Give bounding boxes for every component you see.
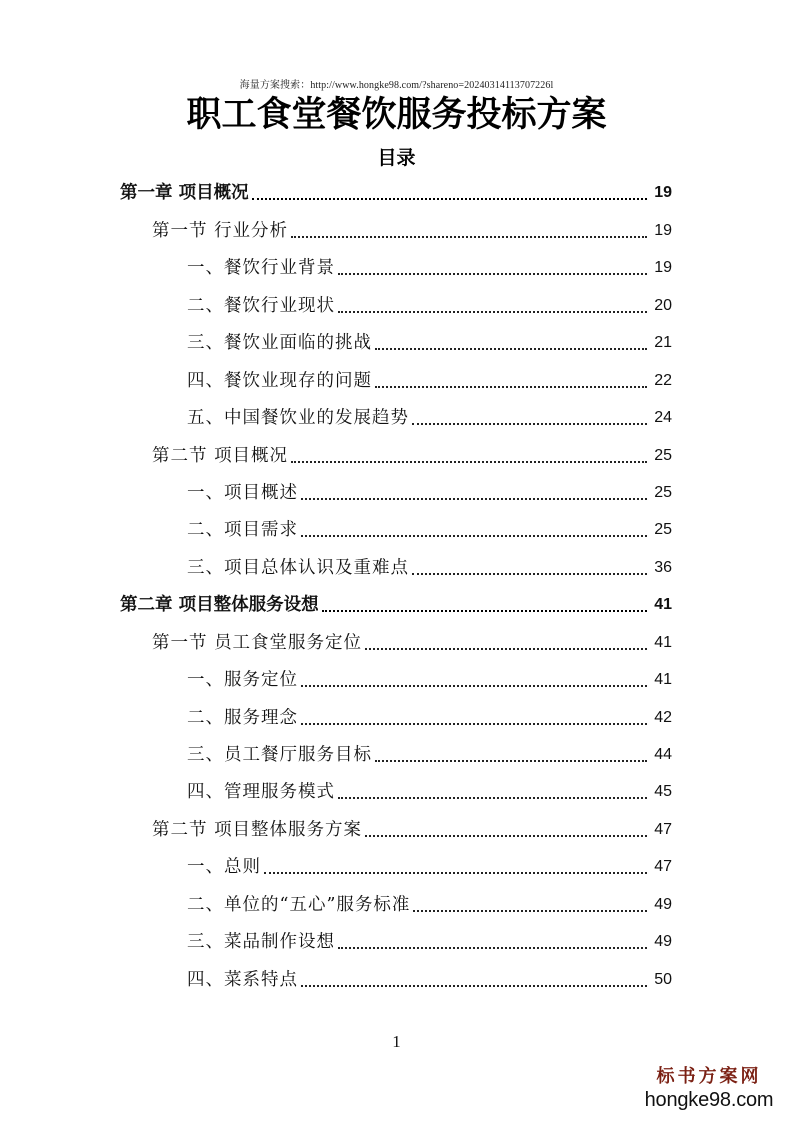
- toc-entry-label: 三、员工餐厅服务目标: [187, 745, 372, 765]
- toc-entry-label: 一、总则: [187, 857, 261, 878]
- toc-entry-label: 二、服务理念: [187, 707, 298, 728]
- toc-entry-subsection[interactable]: [0, 362, 793, 399]
- toc-dot-leader: [291, 235, 647, 238]
- toc-dot-leader: [301, 984, 647, 987]
- toc-entry-page: 50: [654, 970, 672, 988]
- toc-dot-leader: [375, 385, 647, 388]
- document-title: 职工食堂餐饮服务投标方案: [186, 94, 607, 135]
- toc-entry-subsection[interactable]: [0, 774, 793, 811]
- toc-dot-leader: [365, 647, 647, 650]
- toc-entry-page: 45: [654, 783, 672, 801]
- toc-entry-page: 47: [654, 858, 672, 876]
- toc-entry-subsection[interactable]: [0, 325, 793, 362]
- toc-entry-label: 第二节 项目整体服务方案: [152, 819, 363, 840]
- toc-entry-page: 25: [654, 446, 672, 464]
- toc-entry-label: 第二章 项目整体服务设想: [120, 595, 319, 616]
- toc-entry-label: 一、项目概述: [187, 482, 298, 503]
- toc-entry-label: 第一节 行业分析: [152, 220, 289, 241]
- toc-entry-label: 三、项目总体认识及重难点: [187, 557, 409, 578]
- toc-entry-page: 47: [654, 820, 672, 838]
- source-url-line: 海量方案搜索：http://www.hongke98.com/?shareno=20240314113707226l: [239, 80, 554, 91]
- watermark-url: hongke98.com: [644, 1089, 774, 1111]
- toc-entry-page: 49: [654, 933, 672, 951]
- toc-entry-subsection[interactable]: [0, 400, 793, 437]
- toc-entry-page: 25: [654, 521, 672, 539]
- toc-dot-leader: [264, 871, 647, 874]
- toc-entry-subsection[interactable]: [0, 886, 793, 923]
- toc-entry-subsection[interactable]: [0, 699, 793, 736]
- toc-entry-label: 四、餐饮业现存的问题: [187, 370, 372, 391]
- toc-entry-page: 42: [654, 708, 672, 726]
- watermark-logo: [639, 1066, 779, 1112]
- toc-entry-label: 二、项目需求: [187, 520, 298, 541]
- toc-entry-page: 41: [654, 671, 672, 689]
- toc-entry-section[interactable]: [0, 624, 793, 661]
- toc-entry-page: 25: [654, 483, 672, 501]
- toc-dot-leader: [338, 796, 647, 799]
- toc-entry-subsection[interactable]: [0, 549, 793, 586]
- toc-dot-leader: [322, 609, 647, 612]
- toc-entry-page: 24: [654, 409, 672, 427]
- toc-dot-leader: [412, 422, 647, 425]
- toc-entry-label: 三、餐饮业面临的挑战: [187, 333, 372, 354]
- toc-dot-leader: [375, 347, 647, 350]
- toc-entry-label: 四、菜系特点: [187, 969, 298, 990]
- toc-dot-leader: [412, 572, 647, 575]
- toc-dot-leader: [291, 460, 647, 463]
- toc-heading: 目录: [377, 147, 416, 169]
- page-number: 1: [392, 1032, 401, 1051]
- toc-dot-leader: [413, 909, 647, 912]
- toc-entry-label: 二、餐饮行业现状: [187, 295, 335, 316]
- toc-entry-label: 第二节 项目概况: [152, 445, 289, 466]
- toc-dot-leader: [301, 722, 647, 725]
- toc-entry-subsection[interactable]: [0, 737, 793, 774]
- toc-entry-page: 36: [654, 558, 672, 576]
- toc-entry-label: 三、菜品制作设想: [187, 932, 335, 953]
- toc-entry-page: 19: [654, 184, 672, 202]
- toc-dot-leader: [301, 684, 647, 687]
- toc-entry-chapter[interactable]: [0, 587, 793, 624]
- toc-dot-leader: [375, 759, 647, 762]
- toc-entry-section[interactable]: [0, 212, 793, 249]
- toc-entry-label: 一、服务定位: [187, 670, 298, 691]
- toc-dot-leader: [338, 310, 647, 313]
- toc-entry-page: 22: [654, 371, 672, 389]
- toc-entry-page: 21: [654, 334, 672, 352]
- toc-entry-page: 41: [654, 633, 672, 651]
- toc-dot-leader: [365, 834, 647, 837]
- toc-dot-leader: [301, 534, 647, 537]
- toc-entry-page: 20: [654, 296, 672, 314]
- toc-entry-label: 一、餐饮行业背景: [187, 258, 335, 279]
- toc-entry-label: 二、单位的“五心”服务标准: [187, 894, 411, 915]
- toc-entry-subsection[interactable]: [0, 287, 793, 324]
- toc-entry-page: 49: [654, 895, 672, 913]
- toc-entry-subsection[interactable]: [0, 961, 793, 998]
- toc-entry-label: 第一章 项目概况: [120, 183, 249, 204]
- toc-entry-page: 19: [654, 221, 672, 239]
- toc-entry-label: 第一节 员工食堂服务定位: [152, 632, 363, 653]
- toc-dot-leader: [338, 272, 647, 275]
- table-of-contents: [0, 175, 793, 999]
- toc-entry-subsection[interactable]: [0, 475, 793, 512]
- toc-entry-label: 四、管理服务模式: [187, 782, 335, 803]
- toc-entry-label: 五、中国餐饮业的发展趋势: [187, 408, 409, 429]
- toc-entry-page: 41: [654, 596, 672, 614]
- toc-entry-subsection[interactable]: [0, 250, 793, 287]
- toc-entry-page: 19: [654, 259, 672, 277]
- toc-entry-subsection[interactable]: [0, 662, 793, 699]
- toc-entry-subsection[interactable]: [0, 924, 793, 961]
- watermark-name: 标书方案网: [656, 1066, 762, 1087]
- toc-entry-page: 44: [654, 746, 672, 763]
- toc-entry-chapter[interactable]: [0, 175, 793, 212]
- toc-entry-section[interactable]: [0, 811, 793, 848]
- toc-dot-leader: [301, 497, 647, 500]
- toc-dot-leader: [338, 946, 647, 949]
- toc-entry-subsection[interactable]: [0, 849, 793, 886]
- toc-entry-subsection[interactable]: [0, 512, 793, 549]
- toc-entry-section[interactable]: [0, 437, 793, 474]
- toc-dot-leader: [252, 197, 647, 200]
